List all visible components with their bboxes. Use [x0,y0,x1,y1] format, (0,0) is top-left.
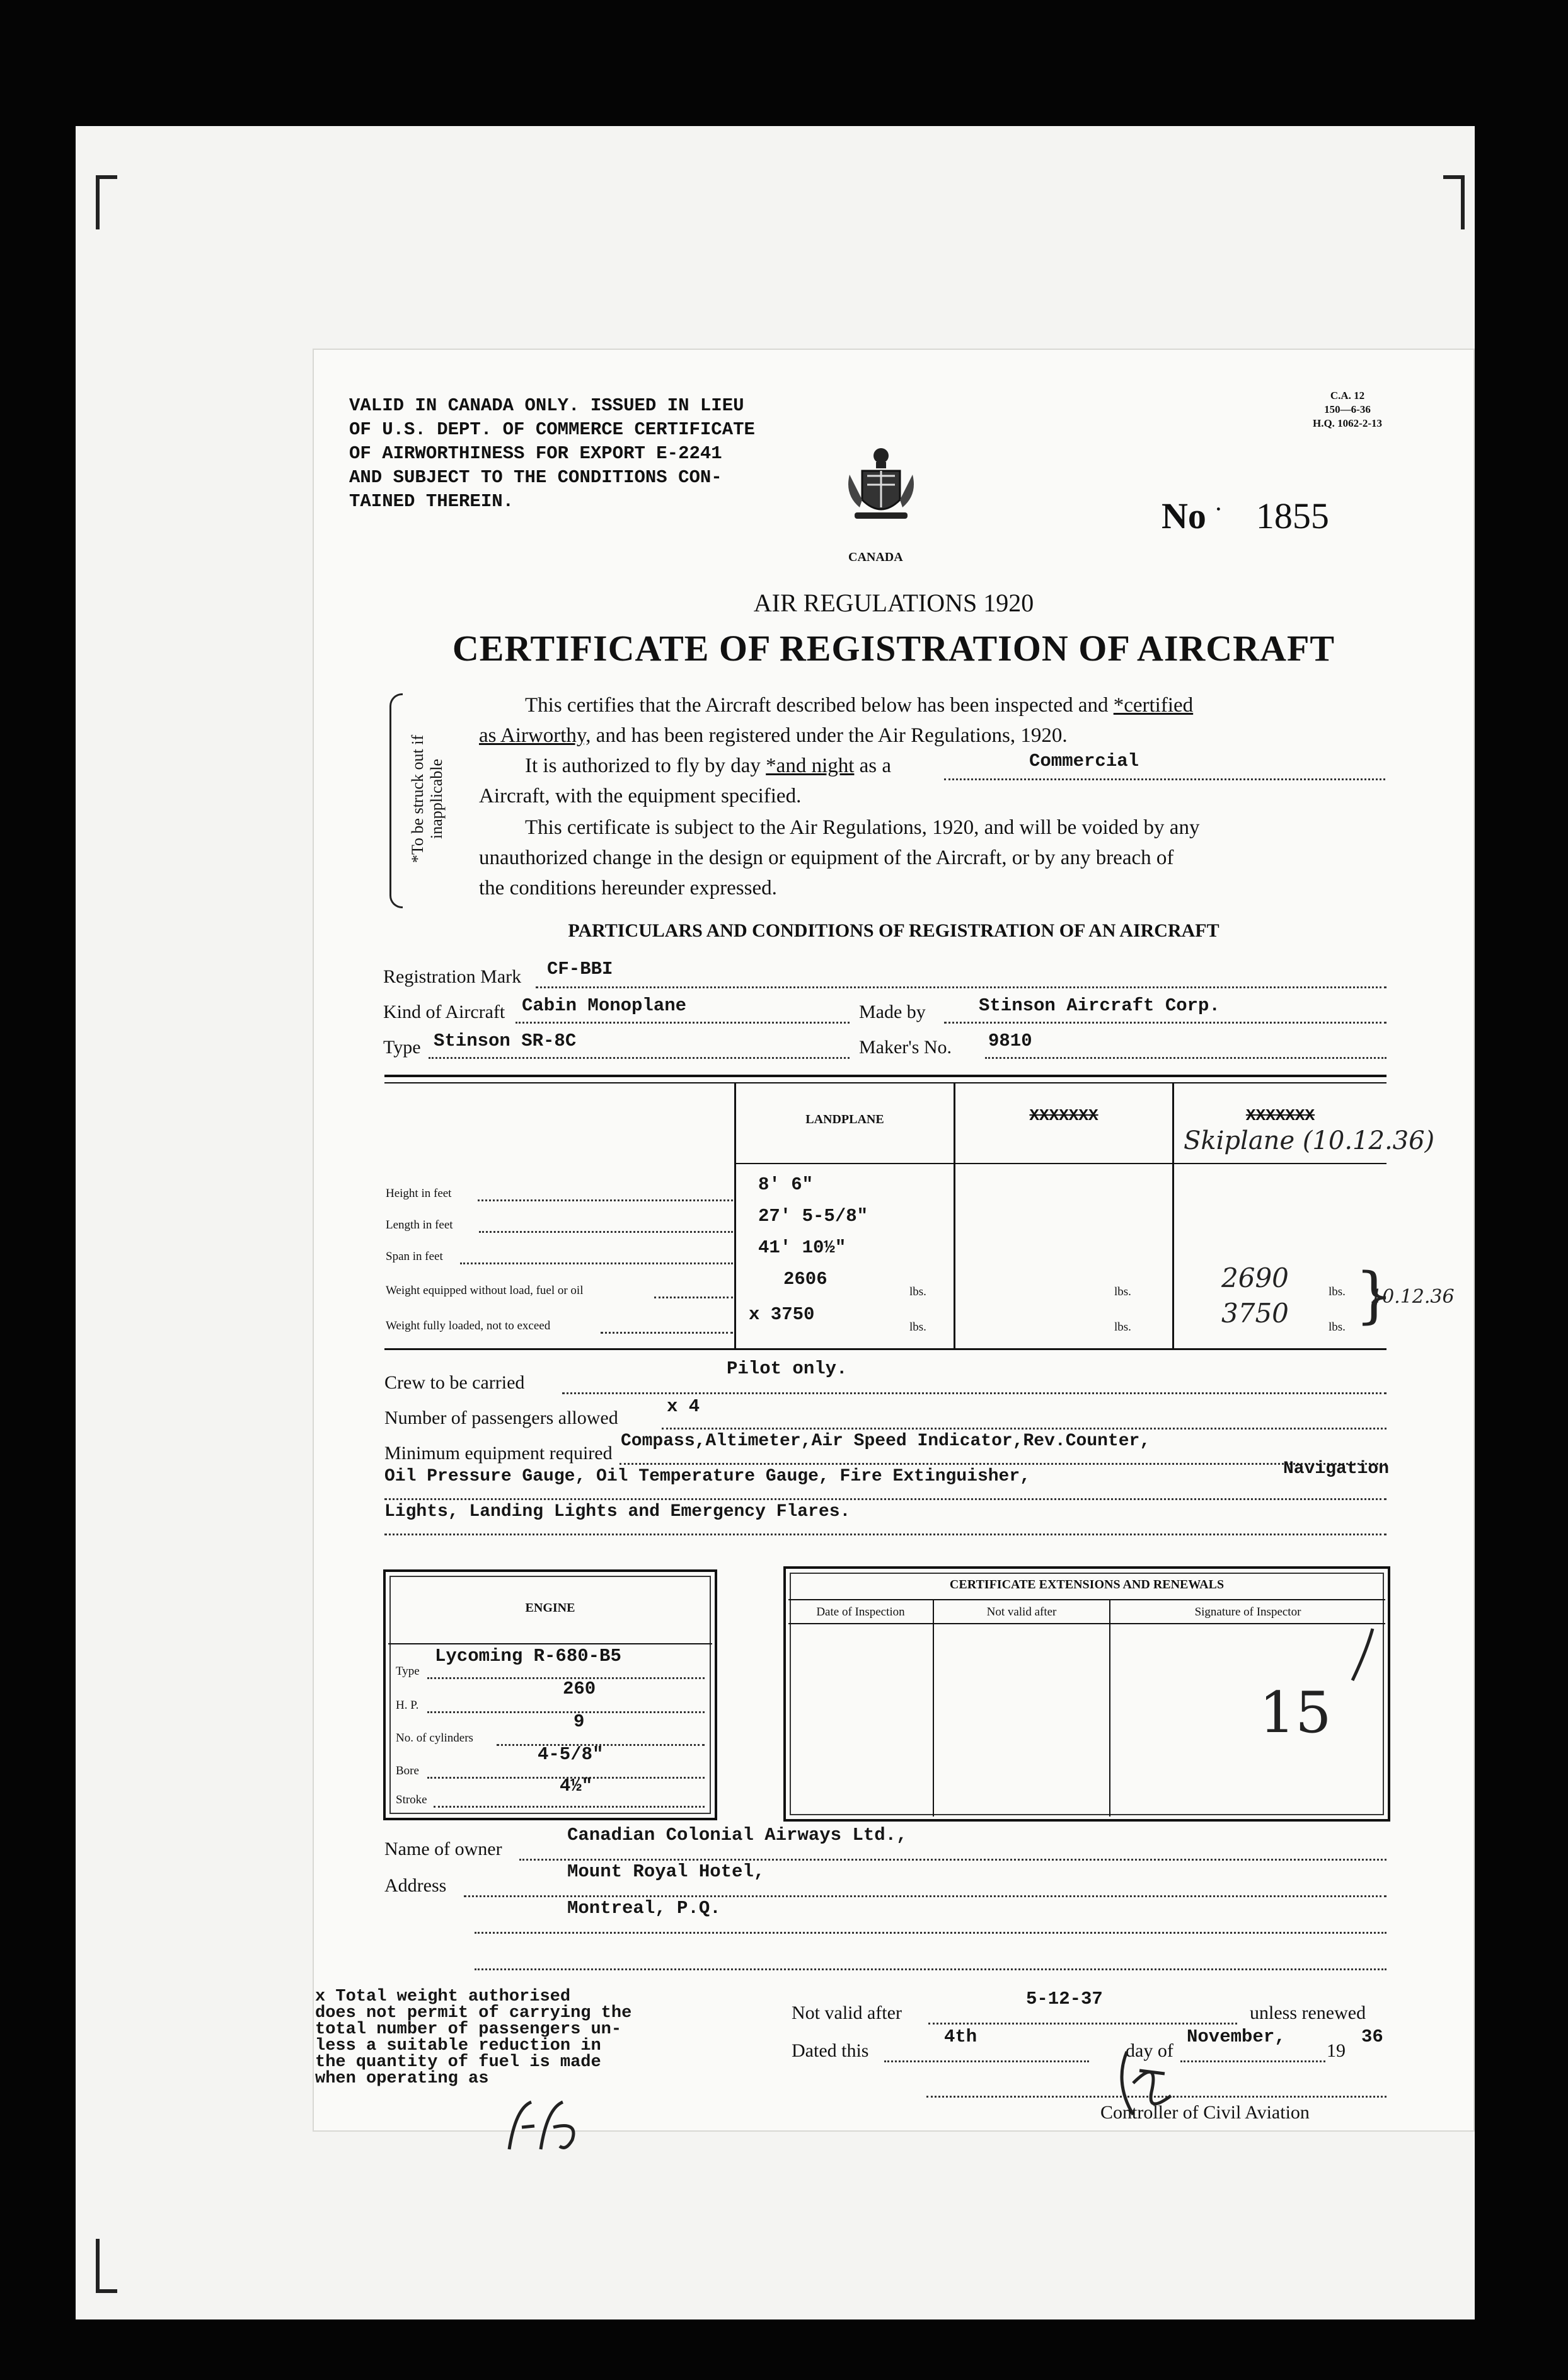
kind-line [516,1022,850,1024]
type-value: Stinson SR-8C [434,1031,577,1051]
row-leader [601,1332,733,1334]
margin-note-brace [389,693,403,908]
weight-note-line: when operating as [315,2069,489,2088]
engine-hp-label: H. P. [396,1699,419,1712]
extensions-subheader-rule [788,1623,1385,1624]
equipment-line-3 [384,1534,1386,1535]
month-line [1180,2060,1325,2062]
row-landplane-value: 8' 6" [758,1174,814,1195]
equipment-value-l2: Oil Pressure Gauge, Oil Temperature Gauge, Fire Extinguisher, [384,1467,1030,1486]
registration-mark-line [536,986,1386,988]
crest-caption: CANADA [848,550,903,564]
dated-day-line [884,2060,1089,2062]
kind-value: Cabin Monoplane [522,995,687,1016]
engine-type-label: Type [396,1665,420,1678]
authorization-paragraph: It is authorized to fly by day *and night as a [525,754,892,777]
unit-lbs: lbs. [1114,1285,1131,1298]
aircraft-category: Commercial [1029,751,1139,771]
certification-paragraph-1: This certifies that the Aircraft described below has been inspected and *certified [525,694,1194,717]
col-date-of-inspection: Date of Inspection [816,1605,905,1619]
not-valid-after-label: Not valid after [792,2002,902,2023]
unit-lbs: lbs. [909,1320,926,1334]
owner-line [519,1859,1386,1861]
extensions-hand-mark: 15 [1259,1680,1332,1746]
type-line [429,1057,850,1059]
engine-hp-value: 260 [563,1678,596,1699]
engine-type-value: Lycoming R-680-B5 [435,1646,621,1667]
weight-note [315,1989,631,2087]
made-by-label: Made by [859,1002,926,1022]
day-of-label: day of [1126,2040,1173,2061]
validity-line: AND SUBJECT TO THE CONDITIONS CON- [349,467,722,488]
category-dotted-line [944,778,1385,780]
equipment-line [620,1463,1386,1465]
equipment-value-l1: Compass,Altimeter,Air Speed Indicator,Rev.Counter, [621,1431,1151,1451]
validity-line: TAINED THEREIN. [349,491,514,512]
row-leader [654,1297,733,1298]
crew-value: Pilot only. [727,1358,848,1379]
engine-header-rule [388,1643,712,1644]
row-label: Height in feet [386,1187,452,1200]
row-landplane-value: 2606 [783,1269,827,1290]
equipment-line-2 [384,1498,1386,1500]
makers-no-line [985,1057,1386,1059]
number-superscript-dot: · [1215,499,1222,520]
address-label: Address [384,1875,447,1896]
owner-value: Canadian Colonial Airways Ltd., [567,1825,908,1846]
passengers-value: x 4 [667,1396,700,1417]
row-ski-value: 2690 [1221,1262,1289,1293]
number-label: No [1162,495,1206,536]
validity-line: OF AIRWORTHINESS FOR EXPORT E-2241 [349,443,722,464]
row-landplane-value: 41' 10½" [758,1237,846,1258]
crew-label: Crew to be carried [384,1372,525,1393]
not-valid-after-line [928,2023,1237,2025]
makers-no-value: 9810 [988,1031,1032,1051]
equipment-value-l2b: Navigation [1283,1459,1390,1479]
col-landplane: LANDPLANE [805,1112,884,1126]
weight-note-line: total number of passengers un- [315,2020,622,2039]
validity-line: VALID IN CANADA ONLY. ISSUED IN LIEU [349,395,744,416]
engine-cyl-label: No. of cylinders [396,1731,473,1745]
col-signature-of-inspector: Signature of Inspector [1194,1605,1301,1619]
registration-mark-value: CF-BBI [547,959,613,979]
corner-bracket-top-right [1443,175,1465,229]
engine-heading: ENGINE [525,1601,575,1615]
row-ski-value: 3750 [1221,1298,1289,1329]
col-amphibian-struck: XXXXXXX [1245,1106,1315,1125]
row-leader [478,1199,733,1201]
margin-note: *To be struck out if inapplicable [408,734,446,864]
kind-label: Kind of Aircraft [383,1002,505,1022]
equipment-label: Minimum equipment required [384,1443,613,1464]
weights-brace: } [1355,1260,1394,1331]
month-value: November, [1187,2026,1286,2047]
extensions-header-rule [788,1599,1385,1600]
dated-day-value: 4th [944,2026,977,2047]
struck-option-airworthy: as Airworthy, [479,724,591,747]
unit-lbs: lbs. [909,1285,926,1298]
makers-no-label: Maker's No. [859,1037,952,1058]
col-seaplane-struck: XXXXXXX [1029,1106,1098,1125]
row-label: Length in feet [386,1218,453,1232]
col-not-valid-after: Not valid after [986,1605,1057,1619]
certificate-sheet [314,350,1473,2130]
table-top-rule-1 [384,1075,1386,1077]
validity-line: OF U.S. DEPT. OF COMMERCE CERTIFICATE [349,419,755,440]
extensions-col-divider [933,1599,934,1817]
unit-lbs: lbs. [1329,1285,1346,1298]
validity-statement [349,394,755,514]
weight-note-line: the quantity of fuel is made [315,2053,601,2072]
weight-note-line: x Total weight authorised [315,1987,571,2006]
form-code: 150—6-36 [1324,403,1371,415]
weights-date-note: 10.12.36 [1370,1286,1455,1308]
registration-mark-label: Registration Mark [383,966,522,987]
address-line-1 [464,1895,1386,1897]
number-value: 1855 [1255,495,1329,536]
weight-note-line: does not permit of carrying the [315,2004,632,2023]
conditions-paragraph-l3: the conditions hereunder expressed. [479,877,777,899]
unless-renewed-label: unless renewed [1250,2002,1366,2023]
corner-bracket-top-left [96,175,117,229]
row-leader [479,1231,733,1233]
authorization-paragraph-cont: Aircraft, with the equipment specified. [479,785,802,807]
engine-stroke-line [434,1806,705,1808]
address-line-3 [475,1968,1386,1970]
form-code: H.Q. 1062-2-13 [1312,417,1383,429]
row-label: Weight fully loaded, not to exceed [386,1319,551,1332]
struck-option-certified: *certified [1113,694,1194,717]
engine-hp-line [427,1711,705,1713]
conditions-paragraph-l2: unauthorized change in the design or equipment of the Aircraft, or by any breach of [479,846,1174,869]
unit-lbs: lbs. [1114,1320,1131,1334]
year-prefix: 19 [1327,2040,1346,2061]
passengers-label: Number of passengers allowed [384,1407,618,1428]
type-label: Type [383,1037,421,1058]
conditions-paragraph-l1: This certificate is subject to the Air Regulations, 1920, and will be voided by any [525,816,1200,839]
particulars-heading: PARTICULARS AND CONDITIONS OF REGISTRATION OF AN AIRCRAFT [568,920,1219,941]
engine-cyl-value: 9 [574,1711,585,1732]
engine-stroke-value: 4½" [560,1776,593,1796]
table-header-rule [734,1163,1386,1164]
row-landplane-value: 27' 5-5/8" [758,1206,868,1227]
act-title: AIR REGULATIONS 1920 [753,589,1034,617]
address-line-2 [475,1932,1386,1934]
engine-bore-value: 4-5/8" [538,1744,604,1765]
engine-bore-label: Bore [396,1764,419,1777]
table-bottom-rule [384,1348,1386,1350]
canada-coat-of-arms-icon [843,444,919,529]
col-skiplane-handwritten: Skiplane (10.12.36) [1184,1126,1435,1155]
unit-lbs: lbs. [1329,1320,1346,1334]
initials-signature-icon [497,2096,591,2152]
year-suffix: 36 [1361,2026,1383,2047]
extensions-col-divider [1109,1599,1110,1817]
passengers-line [662,1428,1386,1430]
form-codes [1310,389,1385,430]
weight-note-line: less a suitable reduction in [315,2036,601,2055]
dated-label: Dated this [792,2040,869,2061]
form-code: C.A. 12 [1330,390,1365,401]
row-label: Weight equipped without load, fuel or oil [386,1284,584,1297]
certification-paragraph-1-cont: as Airworthy, and has been registered under the Air Regulations, 1920. [479,724,1068,747]
extensions-hand-stroke-icon [1347,1626,1379,1683]
not-valid-after-value: 5-12-37 [1026,1989,1103,2009]
row-landplane-value: x 3750 [749,1304,815,1325]
controller-title: Controller of Civil Aviation [1100,2102,1310,2123]
corner-bracket-bottom-left [96,2239,117,2293]
row-label: Span in feet [386,1250,443,1263]
owner-label: Name of owner [384,1839,502,1859]
engine-stroke-label: Stroke [396,1793,427,1806]
crew-line [562,1392,1386,1394]
struck-option-night: *and night [766,754,855,777]
made-by-value: Stinson Aircraft Corp. [979,995,1220,1016]
address-value-l1: Mount Royal Hotel, [567,1861,765,1882]
table-top-rule-2 [384,1082,1386,1083]
extensions-heading: CERTIFICATE EXTENSIONS AND RENEWALS [949,1578,1225,1591]
row-leader [460,1262,733,1264]
made-by-line [944,1022,1386,1024]
equipment-value-l3: Lights, Landing Lights and Emergency Flares. [384,1502,851,1522]
main-title: CERTIFICATE OF REGISTRATION OF AIRCRAFT [452,628,1335,669]
certificate-number [1162,495,1329,537]
address-value-l2: Montreal, P.Q. [567,1898,721,1919]
